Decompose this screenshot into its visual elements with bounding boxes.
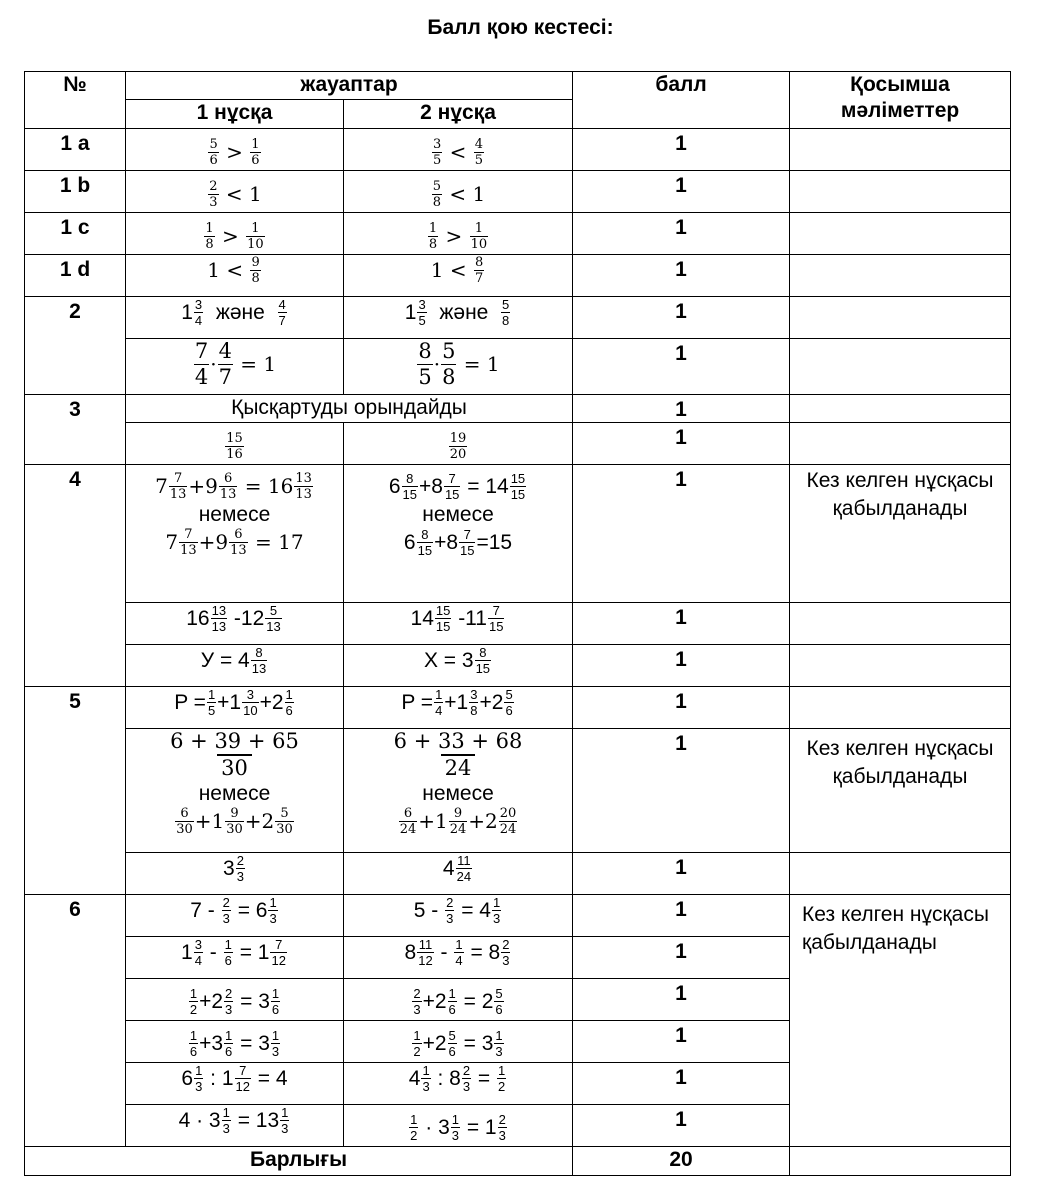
row-point: 1 [573,979,790,1021]
answer-both: Қысқартуды орындайды [126,395,573,423]
row-point: 1 [573,1105,790,1147]
answer-v2: P = $\frac{1}{4}$ +1 $\frac{3}{8}$ +2 $\frac{5}{6}$ [344,687,573,729]
answer-v1: 16 $\frac{13}{13}$ -12 $\frac{5}{13}$ [126,603,344,645]
answer-v1: $\frac{2}{3}$ < 1 [126,171,344,213]
or-word: немесе [198,782,271,805]
row-extra: Кез келген нұсқасы қабылданады [790,729,1011,853]
or-word: немесе [198,503,271,526]
answer-v1: 6 $\frac{1}{3}$ : 1 $\frac{7}{12}$ = 4 [126,1063,344,1105]
answer-prefix: P = [401,691,434,714]
header-answers: жауаптар [126,72,573,100]
answer-v2: 6 $\frac{8}{15}$ +8 $\frac{7}{15}$ = 14 $\frac{15}{15}$ немесе 6 $\frac{8}{15}$ +8 $\frac{7}{15}$ =15 [344,465,573,603]
table-row [25,645,1011,687]
row-extra [790,297,1011,339]
table-row [25,895,1011,937]
answer-v2: $\frac{8}{5}$ · $\frac{5}{8}$ = 1 [344,339,573,395]
row-label: 2 [25,297,126,395]
row-extra: Кез келген нұсқасы қабылданады [790,465,1011,603]
row-point: 1 [573,465,790,603]
row-label: 6 [25,895,126,1147]
row-extra [790,687,1011,729]
header-no: № [25,72,126,129]
answer-v2: 4 $\frac{11}{24}$ [344,853,573,895]
answer-v2: $\frac{2}{3}$ +2 $\frac{1}{6}$ = 2 $\frac{5}{6}$ [344,979,573,1021]
answer-v1: $\frac{1}{6}$ +3 $\frac{1}{6}$ = 3 $\frac{1}{3}$ [126,1021,344,1063]
table-row [25,171,1011,213]
table-row [25,297,1011,339]
row-extra: Кез келген нұсқасы қабылданады [790,895,1011,1147]
answer-v2: 14 $\frac{15}{15}$ -11 $\frac{7}{15}$ [344,603,573,645]
answer-v1: 1 < $\frac{9}{8}$ [126,255,344,297]
row-point: 1 [573,213,790,255]
row-extra [790,255,1011,297]
and-word: және [215,301,265,324]
row-point: 1 [573,339,790,395]
total-row [25,1147,1011,1176]
or-word: немесе [422,782,494,805]
table-row [25,129,1011,171]
row-point: 1 [573,1063,790,1105]
row-label: 1 d [25,255,126,297]
answer-v2: 8 $\frac{11}{12}$ - $\frac{1}{4}$ = 8 $\frac{2}{3}$ [344,937,573,979]
table-row [25,465,1011,603]
header-variant-1: 1 нұсқа [126,100,344,129]
answer-prefix: Х = 3 [423,649,474,672]
row-label: 3 [25,395,126,465]
answer-v1: $\frac{1}{8}$ > $\frac{1}{10}$ [126,213,344,255]
table-row [25,213,1011,255]
answer-v1: У = 4 $\frac{8}{13}$ [126,645,344,687]
header-points: балл [573,72,790,129]
row-point: 1 [573,603,790,645]
row-label: 1 c [25,213,126,255]
row-point: 1 [573,1021,790,1063]
answer-v2: 1 < $\frac{8}{7}$ [344,255,573,297]
row-extra [790,423,1011,465]
row-extra [790,645,1011,687]
total-label: Барлығы [25,1147,573,1176]
row-label: 5 [25,687,126,895]
answer-v1: 7 - $\frac{2}{3}$ = 6 $\frac{1}{3}$ [126,895,344,937]
answer-v2: $\frac{3}{5}$ < $\frac{4}{5}$ [344,129,573,171]
row-label: 4 [25,465,126,687]
header-variant-2: 2 нұсқа [344,100,573,129]
table-row [25,729,1011,853]
row-point: 1 [573,937,790,979]
answer-prefix: P = [174,691,206,714]
row-extra [790,603,1011,645]
or-word: немесе [422,503,494,526]
and-word: және [439,301,489,324]
row-point: 1 [573,687,790,729]
answer-v1: 3 $\frac{2}{3}$ [126,853,344,895]
row-label: 1 b [25,171,126,213]
row-point: 1 [573,729,790,853]
total-value: 20 [573,1147,790,1176]
header-extra: Қосымша мәліметтер [790,72,1011,129]
answer-v1: $\frac{15}{16}$ [126,423,344,465]
scoring-table [24,71,1011,1176]
answer-v1: 7 $\frac{7}{13}$ +9 $\frac{6}{13}$ = 16 $\frac{13}{13}$ немесе 7 $\frac{7}{13}$ +9 $\frac{6}{13}$ = 17 [126,465,344,603]
row-extra [790,1147,1011,1176]
row-extra [790,171,1011,213]
table-row [25,255,1011,297]
answer-v2: Х = 3 $\frac{8}{15}$ [344,645,573,687]
answer-v1: $\frac{5}{6}$ > $\frac{1}{6}$ [126,129,344,171]
answer-v2: 1 $\frac{3}{5}$ және $\frac{5}{8}$ [344,297,573,339]
answer-v1: $\frac{6 + 39 + 65}{30}$ немесе $\frac{6}{30}$ +1 $\frac{9}{30}$ +2 $\frac{5}{30}$ [126,729,344,853]
page-title: Балл қою кестесі: [427,16,614,39]
answer-v1: 1 $\frac{3}{4}$ - $\frac{1}{6}$ = 1 $\frac{7}{12}$ [126,937,344,979]
table-row [25,395,1011,423]
answer-v1: $\frac{1}{2}$ +2 $\frac{2}{3}$ = 3 $\frac{1}{6}$ [126,979,344,1021]
row-extra [790,339,1011,395]
table-row [25,853,1011,895]
answer-v2: $\frac{6 + 33 + 68}{24}$ немесе $\frac{6}{24}$ +1 $\frac{9}{24}$ +2 $\frac{20}{24}$ [344,729,573,853]
answer-v2: $\frac{19}{20}$ [344,423,573,465]
answer-v2: $\frac{5}{8}$ < 1 [344,171,573,213]
table-row [25,339,1011,395]
answer-v2: $\frac{1}{2}$ · 3 $\frac{1}{3}$ = 1 $\frac{2}{3}$ [344,1105,573,1147]
row-extra [790,213,1011,255]
answer-v2: 5 - $\frac{2}{3}$ = 4 $\frac{1}{3}$ [344,895,573,937]
answer-prefix: У = 4 [200,649,250,672]
row-label: 1 a [25,129,126,171]
row-extra [790,853,1011,895]
answer-v2: $\frac{1}{2}$ +2 $\frac{5}{6}$ = 3 $\frac{1}{3}$ [344,1021,573,1063]
table-row [25,687,1011,729]
answer-v1: 1 $\frac{3}{4}$ және $\frac{4}{7}$ [126,297,344,339]
row-point: 1 [573,297,790,339]
answer-v1: P = $\frac{1}{5}$ +1 $\frac{3}{10}$ +2 $\frac{1}{6}$ [126,687,344,729]
row-point: 1 [573,255,790,297]
row-point: 1 [573,423,790,465]
row-point: 1 [573,895,790,937]
answer-v2: $\frac{1}{8}$ > $\frac{1}{10}$ [344,213,573,255]
row-point: 1 [573,645,790,687]
row-extra [790,395,1011,423]
row-point: 1 [573,129,790,171]
row-extra [790,129,1011,171]
answer-v1: $\frac{7}{4}$ · $\frac{4}{7}$ = 1 [126,339,344,395]
row-point: 1 [573,853,790,895]
answer-v1: 4 · 3 $\frac{1}{3}$ = 13 $\frac{1}{3}$ [126,1105,344,1147]
answer-v2: 4 $\frac{1}{3}$ : 8 $\frac{2}{3}$ = $\frac{1}{2}$ [344,1063,573,1105]
row-point: 1 [573,171,790,213]
header-row [25,72,1011,100]
row-point: 1 [573,395,790,423]
table-row [25,423,1011,465]
table-row [25,603,1011,645]
